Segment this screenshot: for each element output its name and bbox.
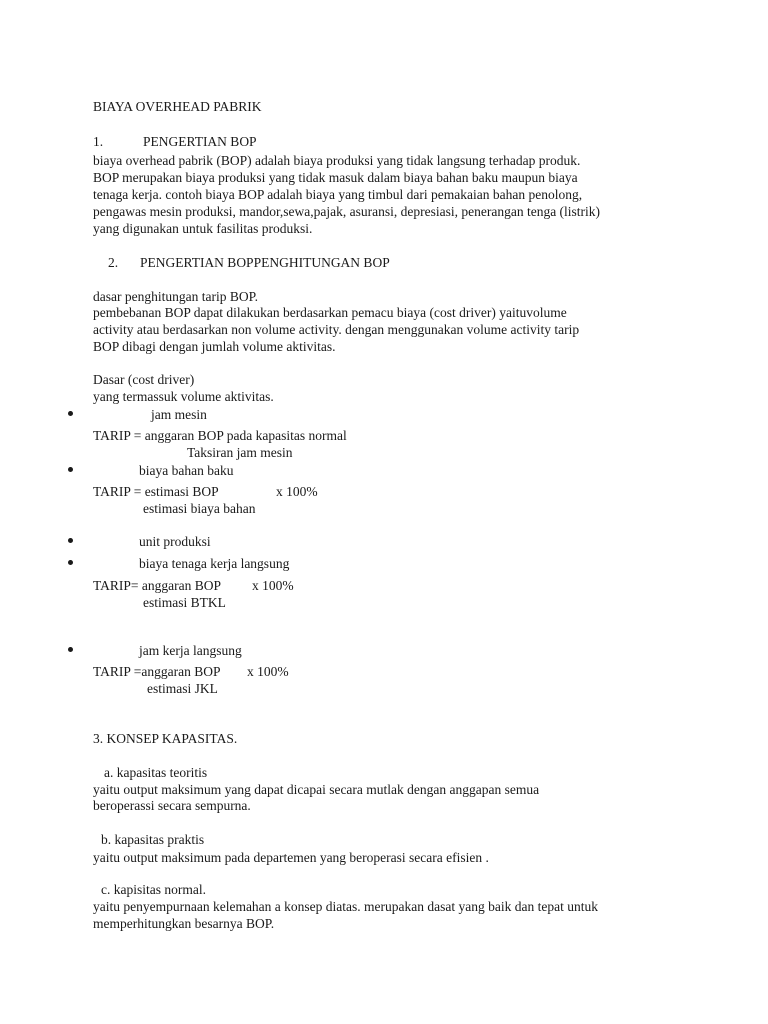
- section-1-number: 1.: [93, 134, 104, 149]
- capacity-item-line: yaitu output maksimum yang dapat dicapai secara mutlak dengan anggapan semua: [93, 782, 540, 797]
- driver-denominator: estimasi JKL: [147, 681, 218, 696]
- capacity-item-line: yaitu penyempurnaan kelemahan a konsep diatas. merupakan dasat yang baik dan tepat untuk: [93, 899, 598, 914]
- section-2-line: activity atau berdasarkan non volume activity. dengan menggunakan volume activity tarip: [93, 322, 580, 337]
- driver-intro-line: Dasar (cost driver): [93, 372, 195, 387]
- section-2-line: dasar penghitungan tarip BOP.: [93, 289, 258, 304]
- document-title: BIAYA OVERHEAD PABRIK: [93, 99, 262, 114]
- section-1-line: BOP merupakan biaya produksi yang tidak masuk dalam biaya bahan baku maupun biaya: [93, 170, 578, 185]
- section-2-line: pembebanan BOP dapat dilakukan berdasarkan pemacu biaya (cost driver) yaituvolume: [93, 305, 567, 320]
- capacity-item-line: yaitu output maksimum pada departemen yang beroperasi secara efisien .: [93, 850, 489, 865]
- bullet-icon: [68, 647, 73, 652]
- capacity-item-line: memperhitungkan besarnya BOP.: [93, 916, 275, 931]
- section-1-line: pengawas mesin produksi, mandor,sewa,pajak, asuransi, depresiasi, penerangan tenga (listrik): [93, 204, 601, 219]
- driver-formula: TARIP =anggaran BOP: [93, 664, 221, 679]
- capacity-item-label: a. kapasitas teoritis: [104, 765, 208, 780]
- capacity-item-line: beroperassi secara sempurna.: [93, 798, 251, 813]
- driver-denominator: estimasi biaya bahan: [143, 501, 256, 516]
- section-3-heading: 3. KONSEP KAPASITAS.: [93, 731, 238, 746]
- section-1-line: tenaga kerja. contoh biaya BOP adalah biaya yang timbul dari pemakaian bahan penolong,: [93, 187, 583, 202]
- driver-formula: TARIP = anggaran BOP pada kapasitas normal: [93, 428, 347, 443]
- driver-formula: TARIP = estimasi BOP: [93, 484, 219, 499]
- driver-multiplier: x 100%: [247, 664, 289, 679]
- driver-label: biaya tenaga kerja langsung: [139, 556, 290, 571]
- driver-multiplier: x 100%: [276, 484, 318, 499]
- bullet-icon: [68, 538, 73, 543]
- driver-intro-line: yang termassuk volume aktivitas.: [93, 389, 274, 404]
- section-1-line: biaya overhead pabrik (BOP) adalah biaya produksi yang tidak langsung terhadap produk.: [93, 153, 581, 168]
- driver-label: unit produksi: [139, 534, 211, 549]
- section-2-line: BOP dibagi dengan jumlah volume aktivitas.: [93, 339, 336, 354]
- driver-multiplier: x 100%: [252, 578, 294, 593]
- capacity-item-label: c. kapisitas normal.: [101, 882, 206, 897]
- capacity-item-label: b. kapasitas praktis: [101, 832, 205, 847]
- bullet-icon: [68, 411, 73, 416]
- section-1-heading: PENGERTIAN BOP: [143, 134, 257, 149]
- driver-denominator: estimasi BTKL: [143, 595, 226, 610]
- section-2-heading: PENGERTIAN BOPPENGHITUNGAN BOP: [140, 255, 390, 270]
- bullet-icon: [68, 467, 73, 472]
- driver-label: jam mesin: [151, 407, 207, 422]
- bullet-icon: [68, 560, 73, 565]
- section-1-line: yang digunakan untuk fasilitas produksi.: [93, 221, 313, 236]
- section-2-number: 2.: [108, 255, 119, 270]
- driver-label: jam kerja langsung: [139, 643, 242, 658]
- driver-formula: TARIP= anggaran BOP: [93, 578, 222, 593]
- driver-denominator: Taksiran jam mesin: [187, 445, 293, 460]
- driver-label: biaya bahan baku: [139, 463, 234, 478]
